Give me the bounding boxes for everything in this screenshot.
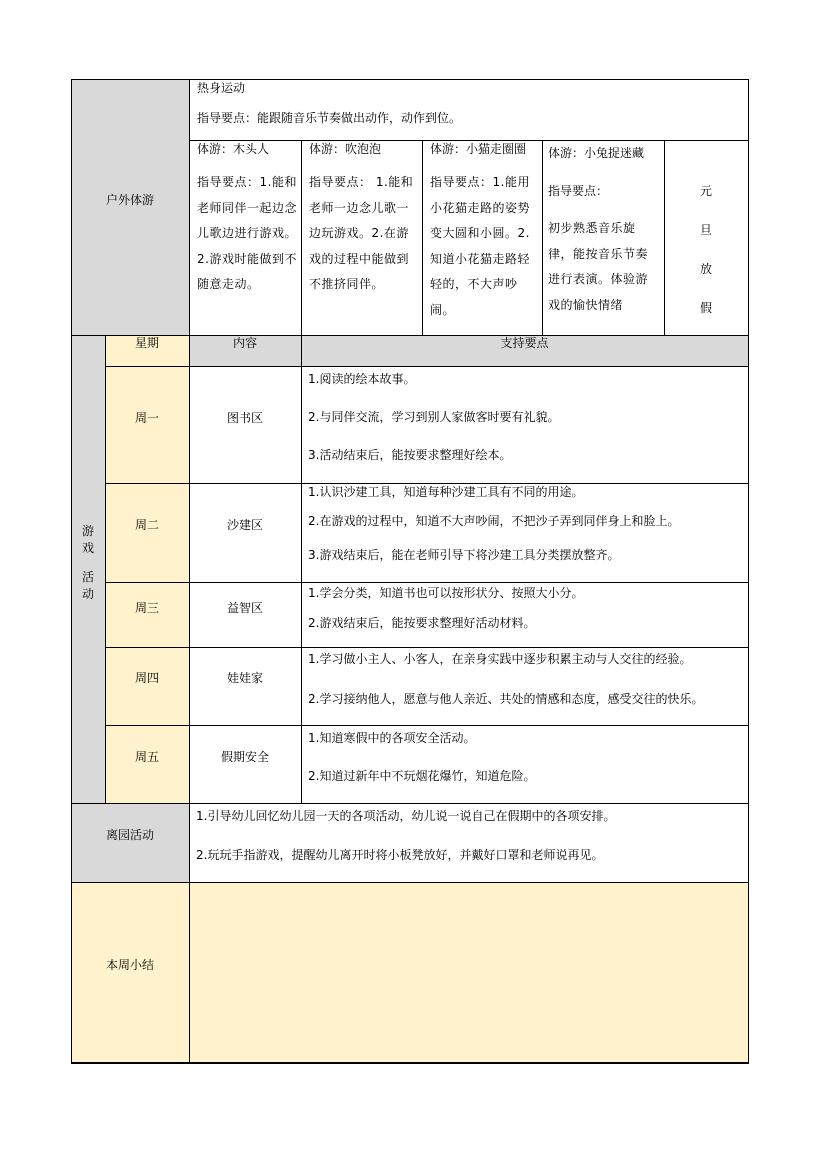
day-cell: 周一 <box>134 411 159 425</box>
vline <box>301 140 302 803</box>
point-item: 1.学习做小主人、小客人，在亲身实践中逐步积累主动与人交往的经验。 <box>308 652 692 666</box>
game-title: 体游：小兔捉迷藏 <box>548 146 645 160</box>
day-column <box>105 366 189 803</box>
area-cell: 益智区 <box>226 601 263 615</box>
hline <box>71 803 749 804</box>
point-item: 2.在游戏的过程中，知道不大声吵闹，不把沙子弄到同伴身上和脸上。 <box>308 514 680 528</box>
game-guide: 初步熟悉音乐旋律，能按音乐节奏进行表演。体验游戏的愉快情绪 <box>548 221 649 312</box>
vline <box>189 79 190 1063</box>
vline <box>105 335 106 803</box>
vline <box>422 140 423 335</box>
game-activity-label-char: 游 <box>81 524 94 538</box>
outdoor-label-cell <box>71 79 189 335</box>
summary-content-cell[interactable] <box>189 882 748 1063</box>
point-item: 1.知道寒假中的各项安全活动。 <box>308 731 476 745</box>
points-header: 支持要点 <box>500 336 549 350</box>
point-item: 3.活动结束后，能按要求整理好绘本。 <box>308 448 512 462</box>
border-right <box>748 79 749 1063</box>
point-item: 1.阅读的绘本故事。 <box>308 372 416 386</box>
point-item: 2.游戏结束后，能按要求整理好活动材料。 <box>308 616 536 630</box>
game-activity-label-char: 动 <box>81 587 94 601</box>
game-guide-label: 指导要点： <box>548 184 609 198</box>
day-cell: 周二 <box>134 518 159 532</box>
holiday-char: 放 <box>699 262 712 276</box>
hline <box>105 725 749 726</box>
outdoor-label: 户外体游 <box>105 193 154 207</box>
content-header: 内容 <box>232 336 257 350</box>
point-item: 3.游戏结束后，能在老师引导下将沙建工具分类摆放整齐。 <box>308 548 620 562</box>
area-cell: 娃娃家 <box>226 671 263 685</box>
game-guide: 指导要点：1.能用小花猫走路的姿势变大圆和小圆。2.知道小花猫走路轻轻的，不大声吵闹。 <box>430 175 531 317</box>
hline <box>105 582 749 583</box>
hline <box>189 140 749 141</box>
summary-label: 本周小结 <box>105 958 154 972</box>
hline <box>71 882 749 883</box>
holiday-char: 假 <box>699 301 712 315</box>
day-cell: 周三 <box>134 601 159 615</box>
game-activity-label-cell <box>71 335 105 803</box>
border-top <box>71 79 749 80</box>
game-guide: 指导要点：1.能和老师同伴一起边念儿歌边进行游戏。2.游戏时能做到不随意走动。 <box>197 175 298 291</box>
game-title: 体游：小猫走圈圈 <box>430 142 527 156</box>
point-item: 2.知道过新年中不玩烟花爆竹，知道危险。 <box>308 769 536 783</box>
area-cell: 假期安全 <box>220 750 269 764</box>
point-item: 2.与同伴交流，学习到别人家做客时要有礼貌。 <box>308 410 560 424</box>
point-item: 2.学习接纳他人，愿意与他人亲近、共处的情感和态度，感受交往的快乐。 <box>308 692 704 706</box>
game-guide: 指导要点： 1.能和老师一边念儿歌一边玩游戏。2.在游戏的过程中能做到不推挤同伴。 <box>309 175 414 291</box>
day-header: 星期 <box>134 336 159 350</box>
day-cell: 周四 <box>134 671 159 685</box>
departure-label: 离园活动 <box>105 828 154 842</box>
departure-point: 2.玩玩手指游戏，提醒幼儿离开时将小板凳放好，并戴好口罩和老师说再见。 <box>196 848 604 862</box>
hline <box>105 647 749 648</box>
hline <box>105 483 749 484</box>
summary-label-cell <box>71 882 189 1063</box>
point-item: 1.认识沙建工具，知道每种沙建工具有不同的用途。 <box>308 485 584 499</box>
game-activity-label-char: 戏 <box>81 541 94 555</box>
warmup-cell <box>189 79 748 140</box>
game-title: 体游：吹泡泡 <box>309 142 382 156</box>
departure-label-cell <box>71 803 189 882</box>
holiday-char: 旦 <box>699 223 712 237</box>
point-item: 1.学会分类，知道书也可以按形状分、按照大小分。 <box>308 586 584 600</box>
area-cell: 图书区 <box>226 411 263 425</box>
departure-point: 1.引导幼儿回忆幼儿园一天的各项活动，幼儿说一说自己在假期中的各项安排。 <box>196 809 616 823</box>
area-cell: 沙建区 <box>226 518 263 532</box>
vline <box>542 140 543 335</box>
warmup-title: 热身运动 <box>197 81 246 95</box>
hline <box>105 366 749 367</box>
game-title: 体游：木头人 <box>197 142 270 156</box>
day-cell: 周五 <box>134 750 159 764</box>
warmup-guide: 指导要点：能跟随音乐节奏做出动作，动作到位。 <box>197 111 462 125</box>
border-bottom <box>71 1062 749 1064</box>
border-left <box>71 79 72 1063</box>
game-activity-label-char: 活 <box>81 570 94 584</box>
holiday-char: 元 <box>699 184 712 198</box>
